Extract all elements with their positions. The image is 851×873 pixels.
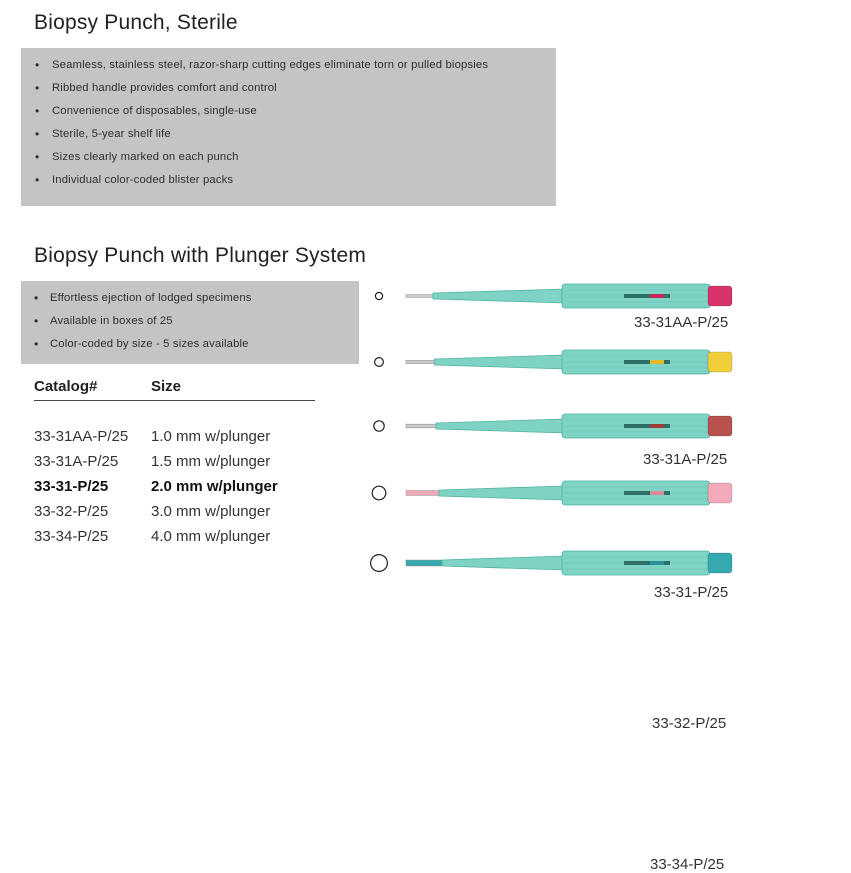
color-coded-cap	[708, 286, 732, 306]
color-marker	[650, 561, 664, 565]
catalog-number: 33-31A-P/25	[34, 453, 119, 470]
color-coded-cap	[708, 553, 732, 573]
bullet-icon: •	[34, 337, 39, 351]
cutting-blade	[406, 295, 435, 298]
product-code-label: 33-32-P/25	[652, 715, 727, 732]
size-column-header: Size	[151, 378, 182, 395]
color-marker	[650, 294, 664, 298]
size-indicator-circle	[372, 486, 386, 500]
cutting-blade	[406, 360, 437, 363]
punch-shaft	[433, 289, 565, 303]
product-code-label: 33-34-P/25	[650, 856, 725, 873]
color-marker	[650, 360, 664, 364]
biopsy-punch-image	[360, 346, 750, 386]
features-box-sterile	[21, 48, 556, 206]
size-indicator-circle	[371, 555, 388, 572]
bullet-icon: •	[35, 150, 40, 164]
bullet-icon: •	[35, 104, 40, 118]
bullet-icon: •	[35, 58, 40, 72]
section-title-sterile: Biopsy Punch, Sterile	[34, 11, 238, 34]
product-code-label: 33-31A-P/25	[643, 451, 728, 468]
size-indicator-circle	[375, 292, 382, 299]
color-marker	[650, 424, 664, 428]
punch-shaft	[436, 419, 565, 433]
feature-item: • Ribbed handle provides comfort and control	[35, 81, 277, 95]
biopsy-punch-image	[360, 477, 750, 517]
punch-shaft	[439, 486, 565, 500]
features-box-plunger	[21, 281, 359, 364]
color-coded-cap	[708, 416, 732, 436]
product-code-label: 33-31AA-P/25	[634, 314, 729, 331]
biopsy-punch-image	[360, 547, 750, 587]
product-code-label: 33-31-P/25	[654, 584, 729, 601]
bullet-icon: •	[35, 81, 40, 95]
catalog-column-header: Catalog#	[34, 378, 98, 395]
bullet-icon: •	[35, 127, 40, 141]
feature-list-plunger	[21, 281, 359, 360]
feature-item: • Seamless, stainless steel, razor-sharp cutting edges eliminate torn or pulled biopsies	[35, 58, 489, 72]
section-title-plunger: Biopsy Punch with Plunger System	[34, 244, 367, 267]
feature-item: • Available in boxes of 25	[34, 314, 173, 328]
catalog-number: 33-31-P/25	[34, 478, 109, 495]
bullet-icon: •	[34, 314, 39, 328]
size-indicator-circle	[374, 421, 384, 431]
size-indicator-circle	[375, 358, 384, 367]
catalog-number: 33-34-P/25	[34, 528, 109, 545]
feature-item: • Sizes clearly marked on each punch	[35, 150, 239, 164]
size-value: 3.0 mm w/plunger	[151, 503, 271, 520]
cutting-blade	[406, 491, 441, 496]
punch-shaft	[435, 355, 566, 369]
punch-shaft	[442, 556, 565, 570]
catalog-number: 33-32-P/25	[34, 503, 109, 520]
color-coded-cap	[708, 483, 732, 503]
cutting-blade	[406, 560, 444, 566]
size-value: 2.0 mm w/plunger	[151, 478, 278, 495]
color-marker	[650, 491, 664, 495]
bullet-icon: •	[34, 291, 39, 305]
feature-item: • Sterile, 5-year shelf life	[35, 127, 171, 141]
biopsy-punch-image	[360, 410, 750, 450]
feature-item: • Convenience of disposables, single-use	[35, 104, 257, 118]
catalog-number: 33-31AA-P/25	[34, 428, 129, 445]
cutting-blade	[406, 424, 438, 428]
size-value: 1.0 mm w/plunger	[151, 428, 271, 445]
feature-item: • Effortless ejection of lodged specimens	[34, 291, 252, 305]
size-value: 1.5 mm w/plunger	[151, 453, 271, 470]
size-value: 4.0 mm w/plunger	[151, 528, 271, 545]
bullet-icon: •	[35, 173, 40, 187]
catalog-table-header	[34, 378, 315, 401]
feature-item: • Color-coded by size - 5 sizes available	[34, 337, 249, 351]
feature-list-sterile	[21, 48, 556, 196]
feature-item: • Individual color-coded blister packs	[35, 173, 234, 187]
color-coded-cap	[708, 352, 732, 372]
